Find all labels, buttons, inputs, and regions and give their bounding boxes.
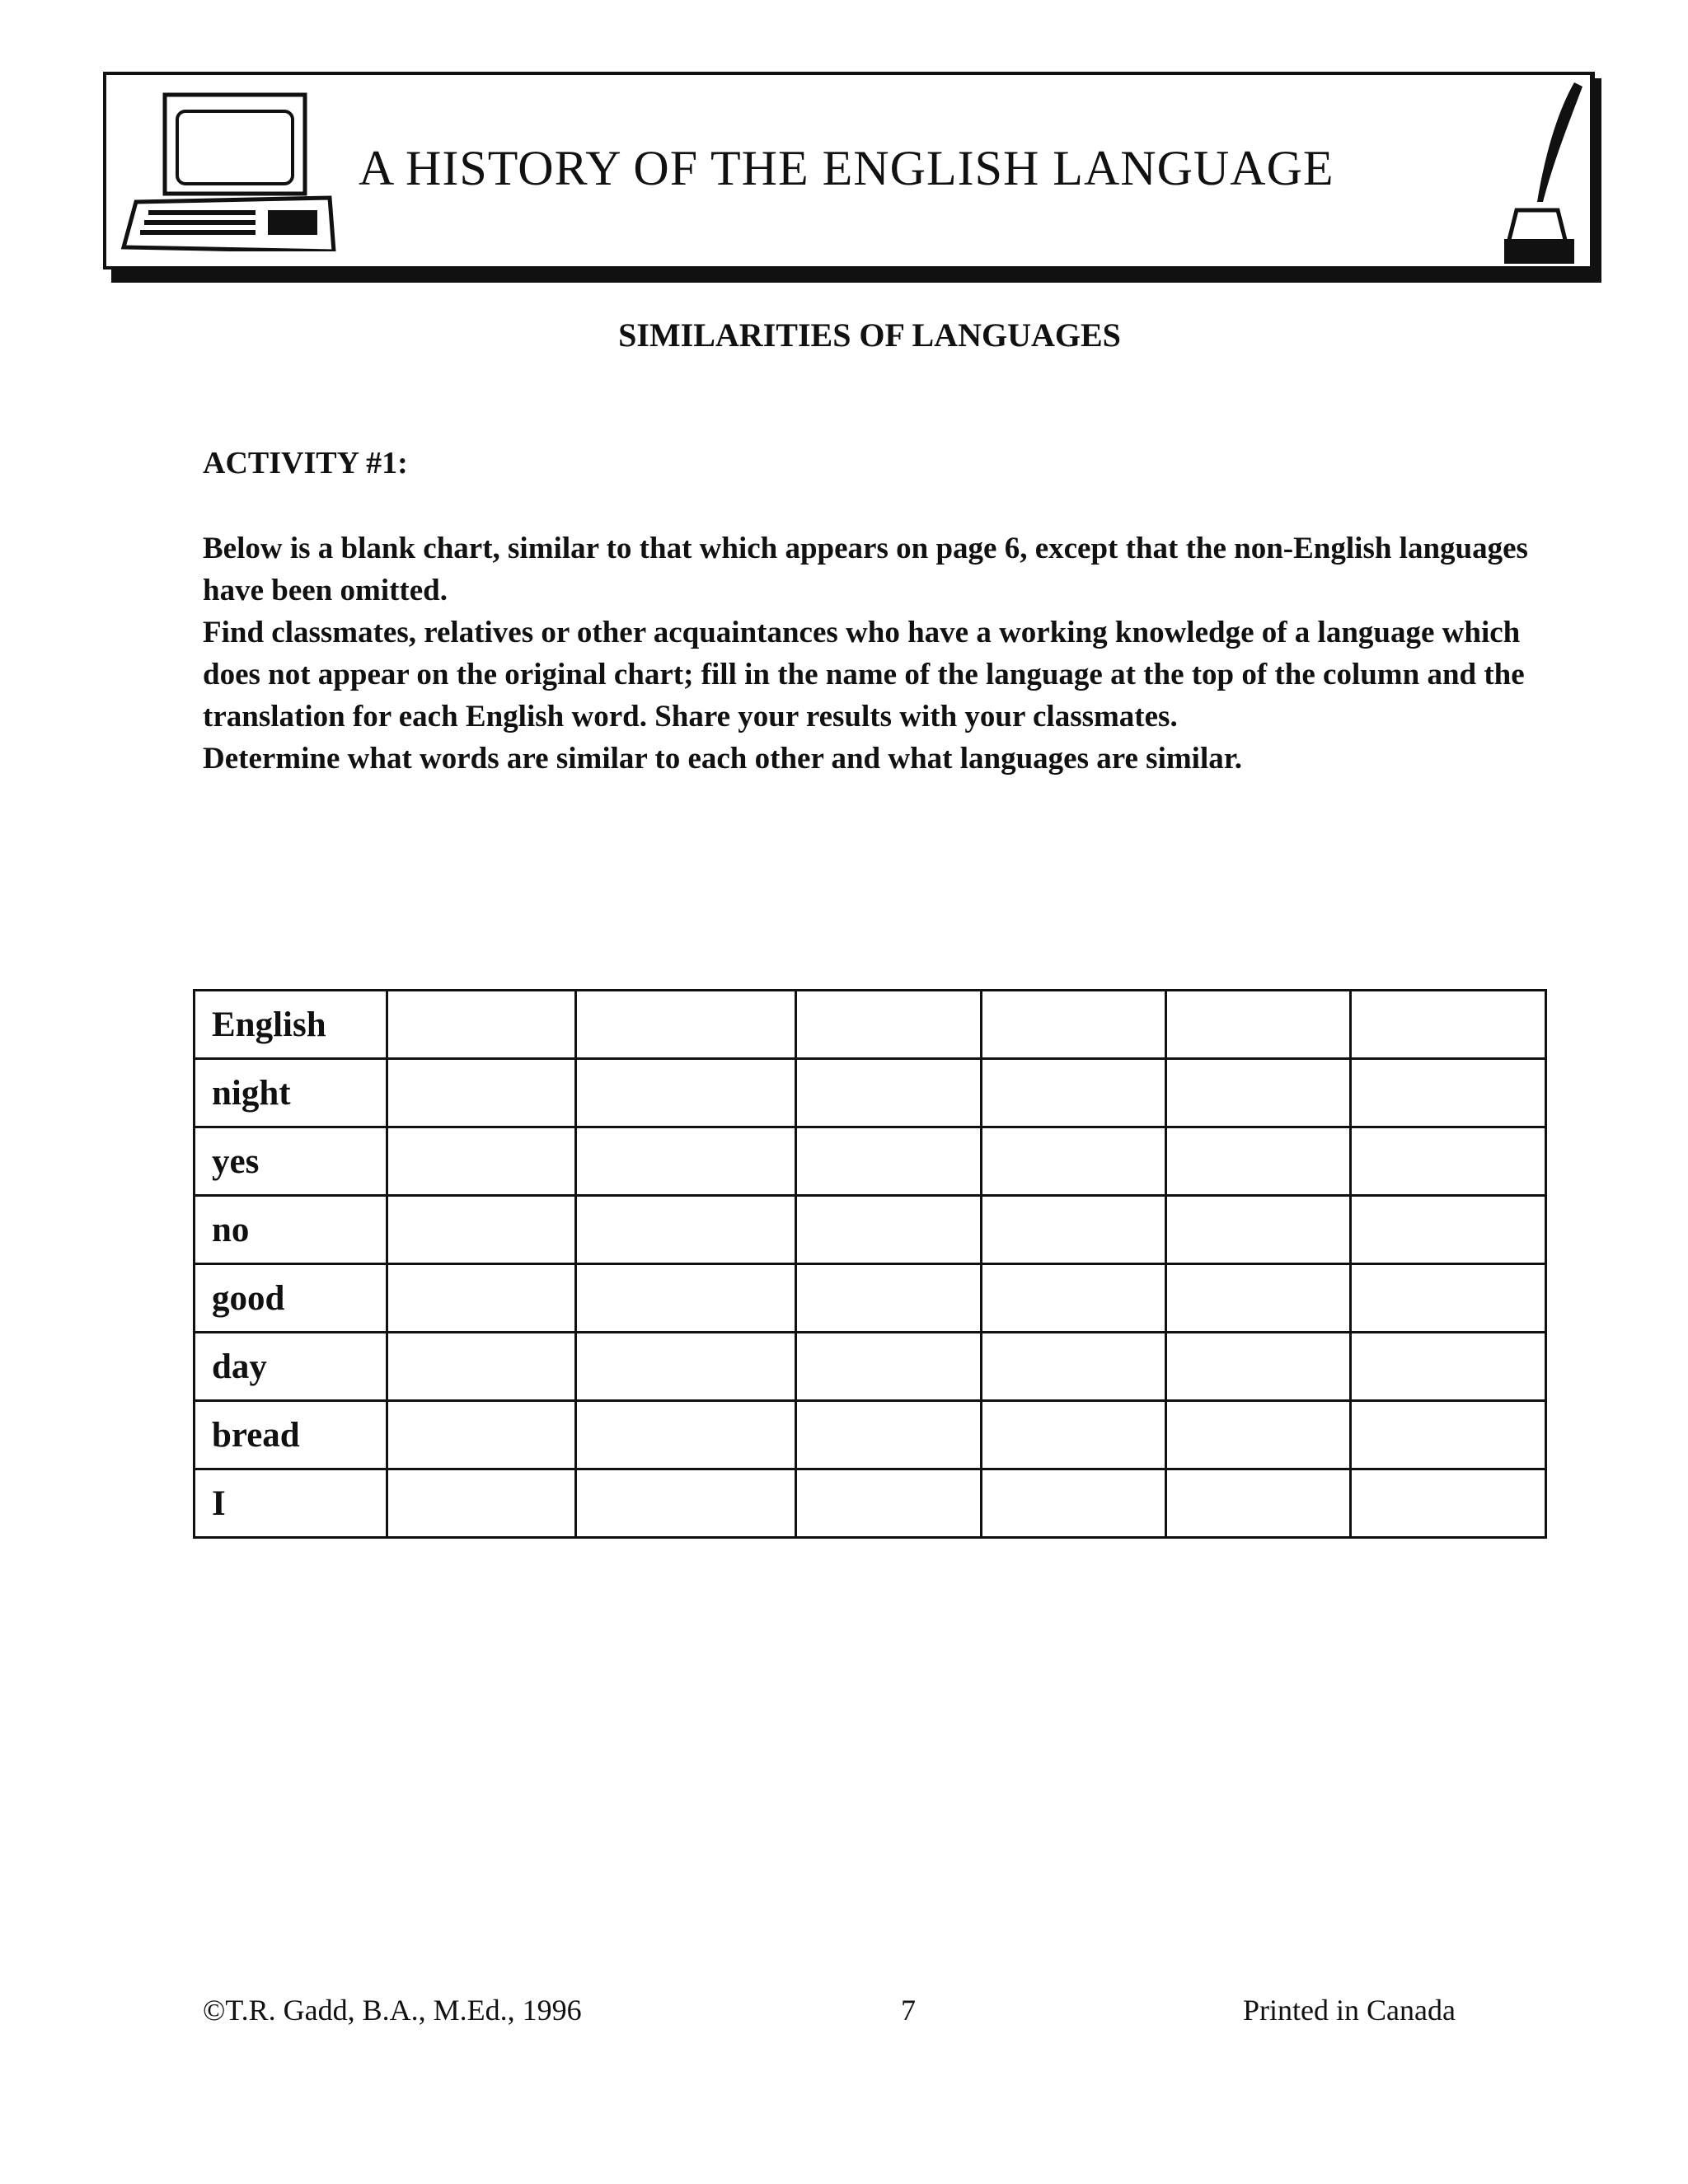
translation-cell[interactable]	[576, 1059, 795, 1127]
translation-cell[interactable]	[982, 1401, 1166, 1469]
translation-cell[interactable]	[795, 1127, 982, 1196]
translation-cell[interactable]	[576, 1333, 795, 1401]
translation-cell[interactable]	[1165, 1059, 1351, 1127]
banner-shadow	[111, 269, 1600, 283]
section-heading: SIMILARITIES OF LANGUAGES	[618, 316, 1121, 354]
translation-cell[interactable]	[387, 1127, 576, 1196]
chart-row	[195, 991, 1546, 1059]
translation-cell[interactable]	[387, 991, 576, 1059]
instruction-paragraph: Find classmates, relatives or other acquaintances who have a working knowledge of a language which does not appear on the original chart; fill in the name of the language at the top of the column and the translation for each English word. Share your results with your classmates.	[203, 616, 1525, 733]
translation-cell[interactable]	[387, 1196, 576, 1264]
translation-cell[interactable]	[1351, 1401, 1546, 1469]
translation-cell[interactable]	[576, 1401, 795, 1469]
translation-cell[interactable]	[1351, 1264, 1546, 1333]
banner-shadow-right	[1592, 78, 1601, 283]
translation-cell[interactable]	[1351, 1333, 1546, 1401]
english-word-cell: I	[195, 1469, 387, 1538]
english-word-cell: English	[195, 991, 387, 1059]
translation-cell[interactable]	[795, 991, 982, 1059]
translation-cell[interactable]	[1351, 1059, 1546, 1127]
translation-cell[interactable]	[1165, 1264, 1351, 1333]
computer-icon	[115, 87, 354, 251]
english-word-cell: yes	[195, 1127, 387, 1196]
translation-cell[interactable]	[1351, 1469, 1546, 1538]
english-word-cell: bread	[195, 1401, 387, 1469]
translation-cell[interactable]	[795, 1469, 982, 1538]
translation-cell[interactable]	[982, 1264, 1166, 1333]
chart-row	[195, 1196, 1546, 1264]
chart-row	[195, 1401, 1546, 1469]
printed-in: Printed in Canada	[1243, 1994, 1456, 2027]
translation-cell[interactable]	[1351, 991, 1546, 1059]
translation-cell[interactable]	[795, 1333, 982, 1401]
page-number: 7	[901, 1994, 916, 2027]
translation-cell[interactable]	[1165, 1127, 1351, 1196]
translation-cell[interactable]	[1351, 1127, 1546, 1196]
translation-cell[interactable]	[795, 1264, 982, 1333]
translation-cell[interactable]	[576, 1264, 795, 1333]
translation-cell[interactable]	[387, 1333, 576, 1401]
page-title: A HISTORY OF THE ENGLISH LANGUAGE	[359, 141, 1334, 195]
translation-cell[interactable]	[795, 1196, 982, 1264]
translation-cell[interactable]	[387, 1469, 576, 1538]
chart-row	[195, 1127, 1546, 1196]
translation-cell[interactable]	[982, 1196, 1166, 1264]
chart-row	[195, 1333, 1546, 1401]
language-chart	[193, 989, 1547, 1539]
chart-row	[195, 1469, 1546, 1538]
translation-cell[interactable]	[982, 1059, 1166, 1127]
copyright: ©T.R. Gadd, B.A., M.Ed., 1996	[203, 1994, 582, 2027]
translation-cell[interactable]	[1165, 1401, 1351, 1469]
translation-cell[interactable]	[795, 1401, 982, 1469]
translation-cell[interactable]	[1165, 1469, 1351, 1538]
chart-row	[195, 1264, 1546, 1333]
english-word-cell: no	[195, 1196, 387, 1264]
translation-cell[interactable]	[576, 1127, 795, 1196]
translation-cell[interactable]	[576, 1469, 795, 1538]
english-word-cell: good	[195, 1264, 387, 1333]
english-word-cell: night	[195, 1059, 387, 1127]
instruction-paragraph: Below is a blank chart, similar to that which appears on page 6, except that the non-English languages have been omitted.	[203, 532, 1528, 607]
translation-cell[interactable]	[795, 1059, 982, 1127]
translation-cell[interactable]	[982, 1333, 1166, 1401]
translation-cell[interactable]	[1165, 1196, 1351, 1264]
activity-instructions	[203, 527, 1554, 780]
translation-cell[interactable]	[387, 1059, 576, 1127]
translation-cell[interactable]	[982, 1469, 1166, 1538]
translation-cell[interactable]	[1165, 1333, 1351, 1401]
translation-cell[interactable]	[387, 1264, 576, 1333]
quill-inkwell-icon	[1467, 78, 1591, 268]
translation-cell[interactable]	[982, 1127, 1166, 1196]
activity-heading: ACTIVITY #1:	[203, 446, 408, 480]
instruction-paragraph: Determine what words are similar to each other and what languages are similar.	[203, 742, 1242, 776]
translation-cell[interactable]	[576, 991, 795, 1059]
translation-cell[interactable]	[1165, 991, 1351, 1059]
translation-cell[interactable]	[982, 991, 1166, 1059]
translation-cell[interactable]	[576, 1196, 795, 1264]
chart-row	[195, 1059, 1546, 1127]
translation-cell[interactable]	[1351, 1196, 1546, 1264]
translation-cell[interactable]	[387, 1401, 576, 1469]
english-word-cell: day	[195, 1333, 387, 1401]
